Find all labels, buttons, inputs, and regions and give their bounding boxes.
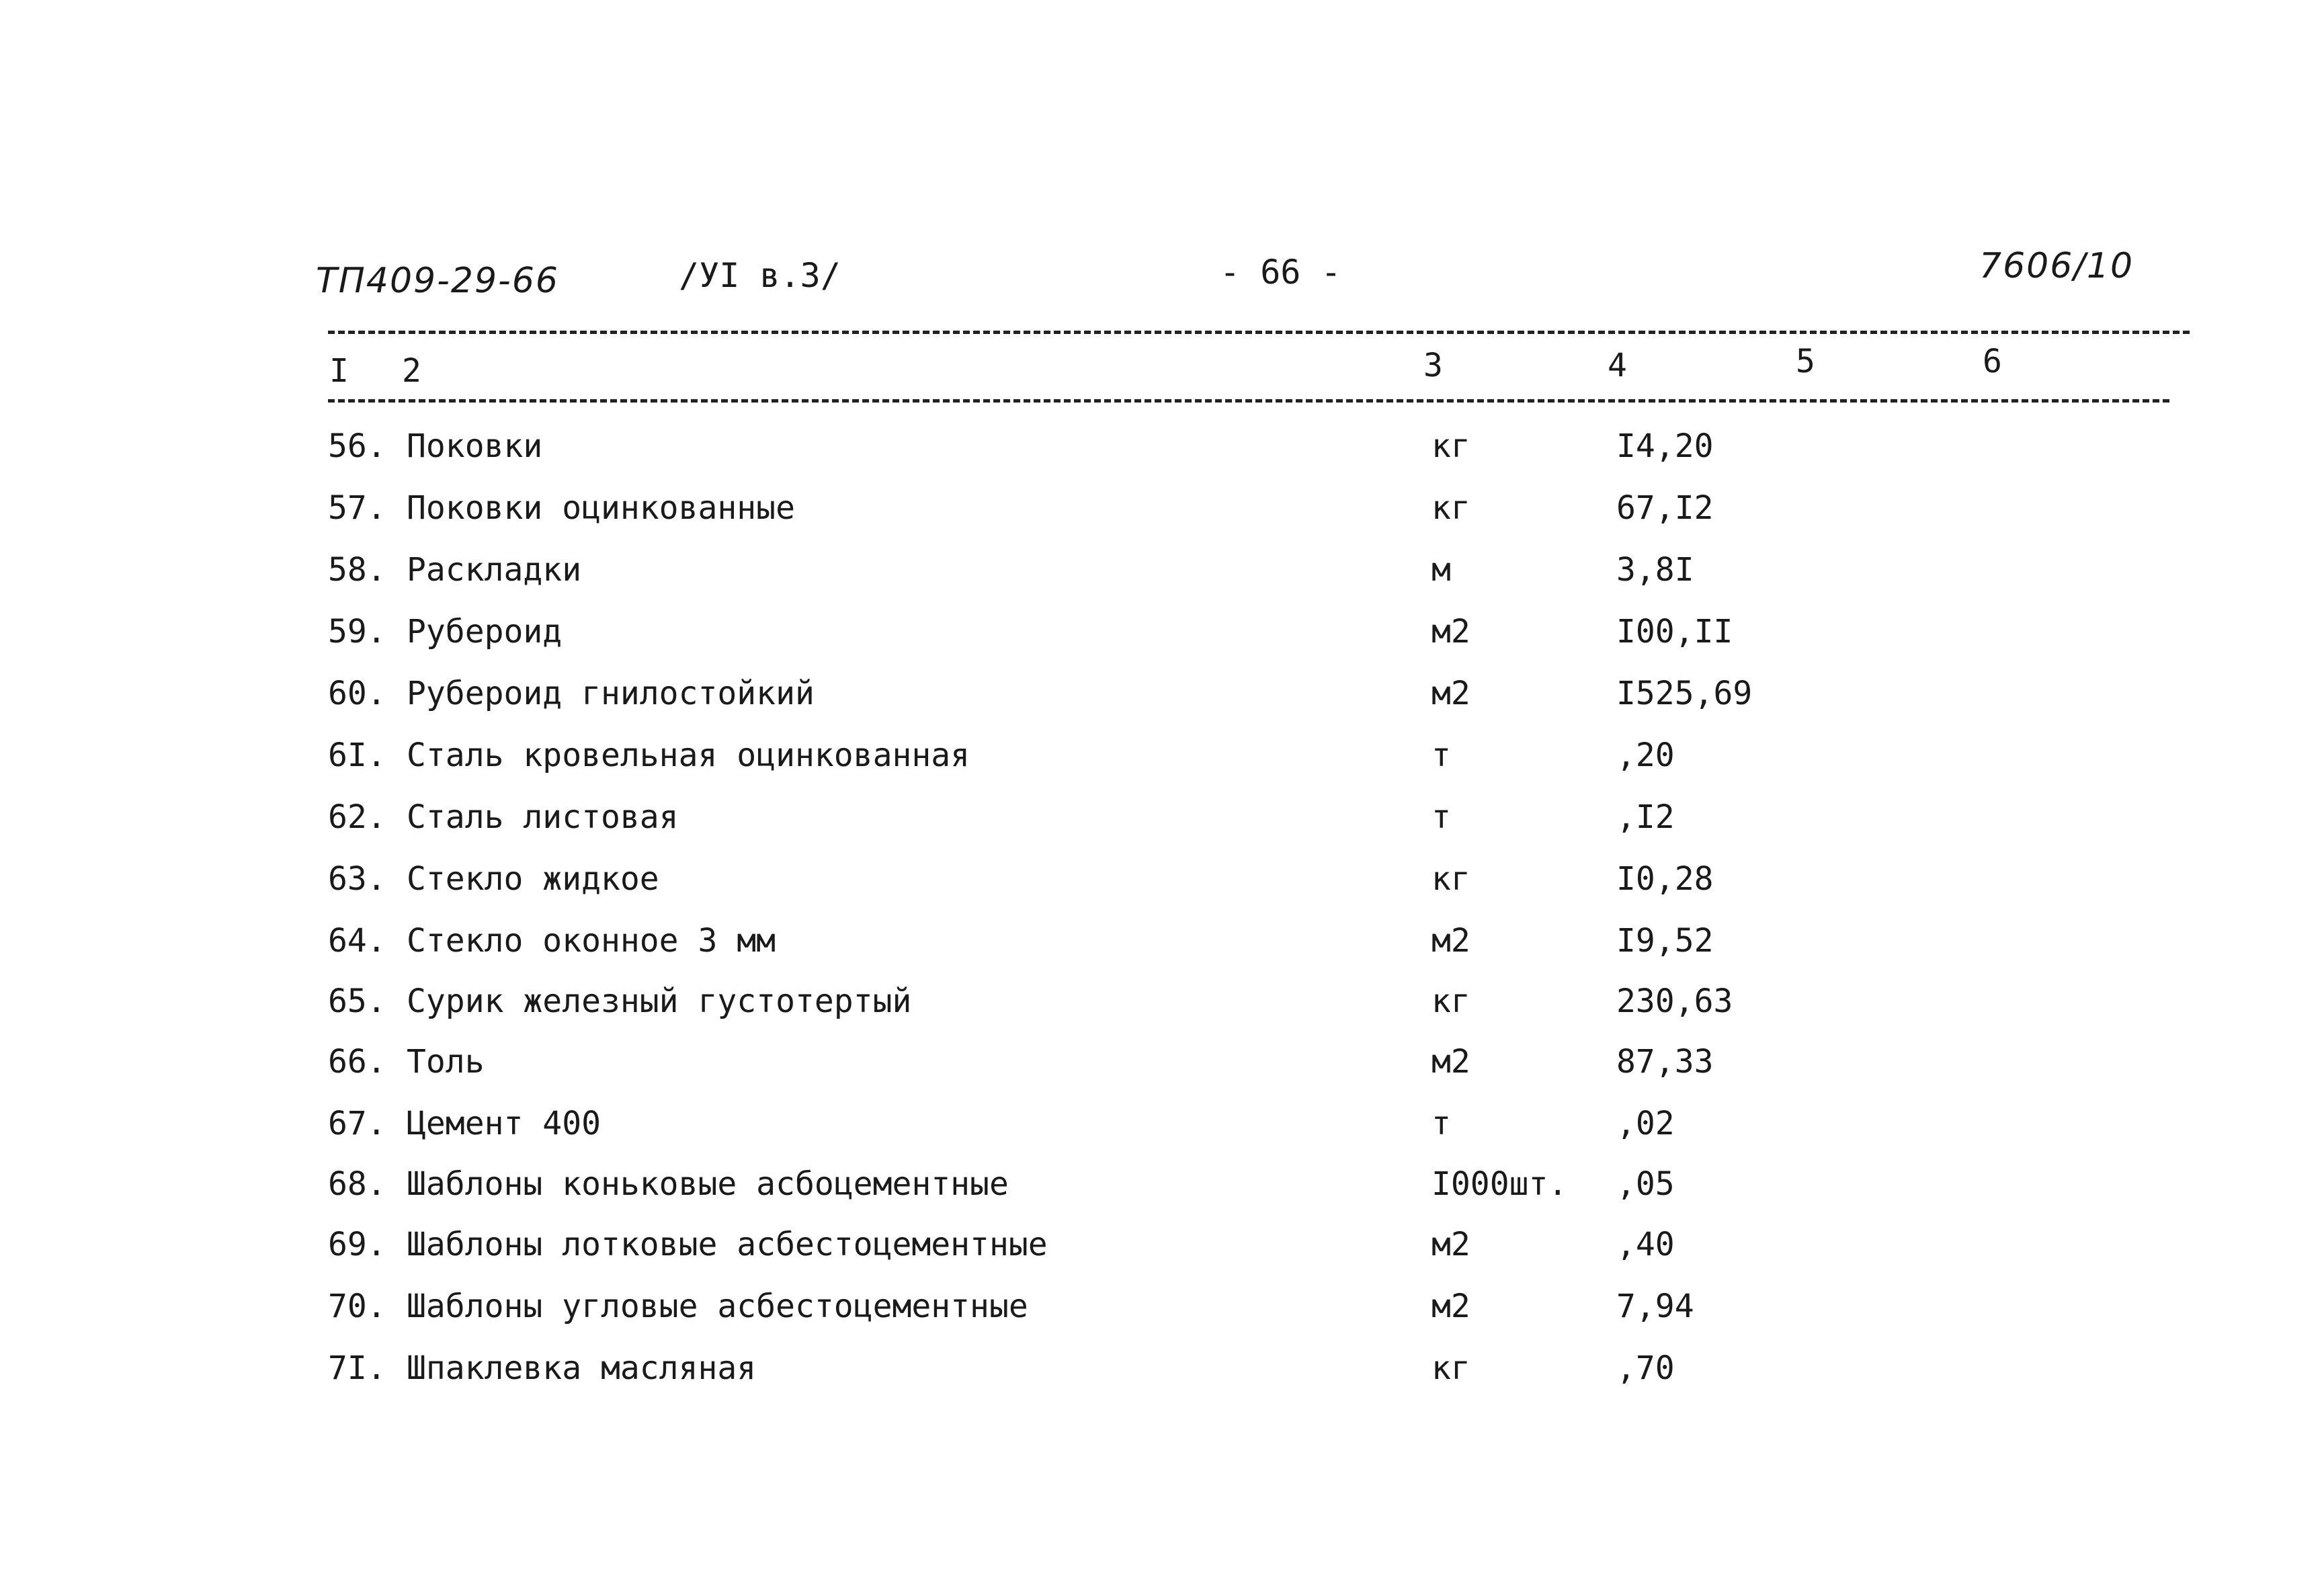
material-name: Раскладки <box>407 551 582 589</box>
table-header-rule <box>328 399 2169 403</box>
quantity: ,I2 <box>1616 798 1675 836</box>
unit-of-measure: м2 <box>1431 613 1470 651</box>
row-number: 57. <box>328 489 386 527</box>
row-number: 6I. <box>328 737 386 774</box>
column-number-1: I <box>329 352 349 390</box>
material-name: Сталь кровельная оцинкованная <box>407 737 970 774</box>
quantity: 3,8I <box>1616 551 1694 589</box>
quantity: 67,I2 <box>1616 489 1714 527</box>
row-number: 62. <box>328 798 386 836</box>
row-number: 64. <box>328 922 386 960</box>
unit-of-measure: т <box>1431 737 1451 774</box>
table-row <box>0 551 2324 607</box>
material-name: Рубероид гнилостойкий <box>407 675 815 712</box>
column-number-6: 6 <box>1983 343 2002 380</box>
quantity: ,05 <box>1616 1165 1675 1203</box>
unit-of-measure: м2 <box>1431 1043 1470 1081</box>
table-row <box>0 860 2324 917</box>
material-name: Шпаклевка масляная <box>407 1349 757 1387</box>
material-name: Сурик железный густотертый <box>407 982 912 1020</box>
unit-of-measure: м2 <box>1431 922 1470 960</box>
sheet-code: 7606/10 <box>1979 246 2134 286</box>
unit-of-measure: м <box>1431 551 1451 589</box>
table-row <box>0 1228 2324 1282</box>
column-number-5: 5 <box>1796 343 1815 380</box>
row-number: 68. <box>328 1165 386 1203</box>
table-row <box>0 798 2324 855</box>
table-row <box>0 982 2324 1039</box>
material-name: Шаблоны лотковые асбестоцементные <box>407 1226 1048 1263</box>
unit-of-measure: т <box>1431 798 1451 836</box>
table-top-rule <box>328 331 2190 334</box>
unit-of-measure: м2 <box>1431 675 1470 712</box>
page-number: - 66 - <box>1220 253 1341 292</box>
unit-of-measure: м2 <box>1431 1288 1470 1325</box>
quantity: I0,28 <box>1616 860 1714 898</box>
unit-of-measure: кг <box>1431 427 1470 465</box>
material-name: Сталь листовая <box>407 798 679 836</box>
table-row <box>0 613 2324 669</box>
quantity: I4,20 <box>1616 427 1714 465</box>
quantity: ,20 <box>1616 737 1675 774</box>
unit-of-measure: кг <box>1431 860 1470 898</box>
table-row <box>0 1043 2324 1099</box>
column-number-3: 3 <box>1423 347 1443 384</box>
row-number: 65. <box>328 982 386 1020</box>
table-row <box>0 739 2324 793</box>
row-number: 69. <box>328 1226 386 1263</box>
table-row <box>0 1290 2324 1344</box>
unit-of-measure: кг <box>1431 489 1470 527</box>
quantity: I525,69 <box>1616 675 1753 712</box>
material-name: Поковки <box>407 427 543 465</box>
doc-code: ТП409-29-66 <box>316 261 559 301</box>
table-row <box>0 427 2324 484</box>
table-row <box>0 677 2324 731</box>
row-number: 59. <box>328 613 386 651</box>
material-name: Шаблоны угловые асбестоцементные <box>407 1288 1028 1325</box>
column-number-2: 2 <box>402 352 421 390</box>
row-number: 7I. <box>328 1349 386 1387</box>
unit-of-measure: м2 <box>1431 1226 1470 1263</box>
row-number: 70. <box>328 1288 386 1325</box>
row-number: 56. <box>328 427 386 465</box>
row-number: 58. <box>328 551 386 589</box>
table-row <box>0 1107 2324 1161</box>
row-number: 66. <box>328 1043 386 1081</box>
table-row <box>0 922 2324 978</box>
quantity: I00,II <box>1616 613 1733 651</box>
material-name: Стекло оконное 3 мм <box>407 922 776 960</box>
unit-of-measure: кг <box>1431 982 1470 1020</box>
quantity: ,40 <box>1616 1226 1675 1263</box>
table-row <box>0 1165 2324 1222</box>
material-name: Поковки оцинкованные <box>407 489 795 527</box>
material-name: Рубероид <box>407 613 563 651</box>
material-name: Стекло жидкое <box>407 860 659 898</box>
volume-label: /УI в.3/ <box>679 256 841 295</box>
quantity: 230,63 <box>1616 982 1733 1020</box>
quantity: ,02 <box>1616 1105 1675 1142</box>
unit-of-measure: кг <box>1431 1349 1470 1387</box>
quantity: 7,94 <box>1616 1288 1694 1325</box>
unit-of-measure: I000шт. <box>1431 1165 1568 1203</box>
material-name: Толь <box>407 1043 485 1081</box>
material-name: Цемент 400 <box>407 1105 601 1142</box>
quantity: 87,33 <box>1616 1043 1714 1081</box>
column-number-4: 4 <box>1608 347 1627 384</box>
table-row <box>0 489 2324 546</box>
unit-of-measure: т <box>1431 1105 1451 1142</box>
quantity: ,70 <box>1616 1349 1675 1387</box>
row-number: 60. <box>328 675 386 712</box>
row-number: 67. <box>328 1105 386 1142</box>
row-number: 63. <box>328 860 386 898</box>
material-name: Шаблоны коньковые асбоцементные <box>407 1165 1009 1203</box>
quantity: I9,52 <box>1616 922 1714 960</box>
table-row <box>0 1349 2324 1406</box>
